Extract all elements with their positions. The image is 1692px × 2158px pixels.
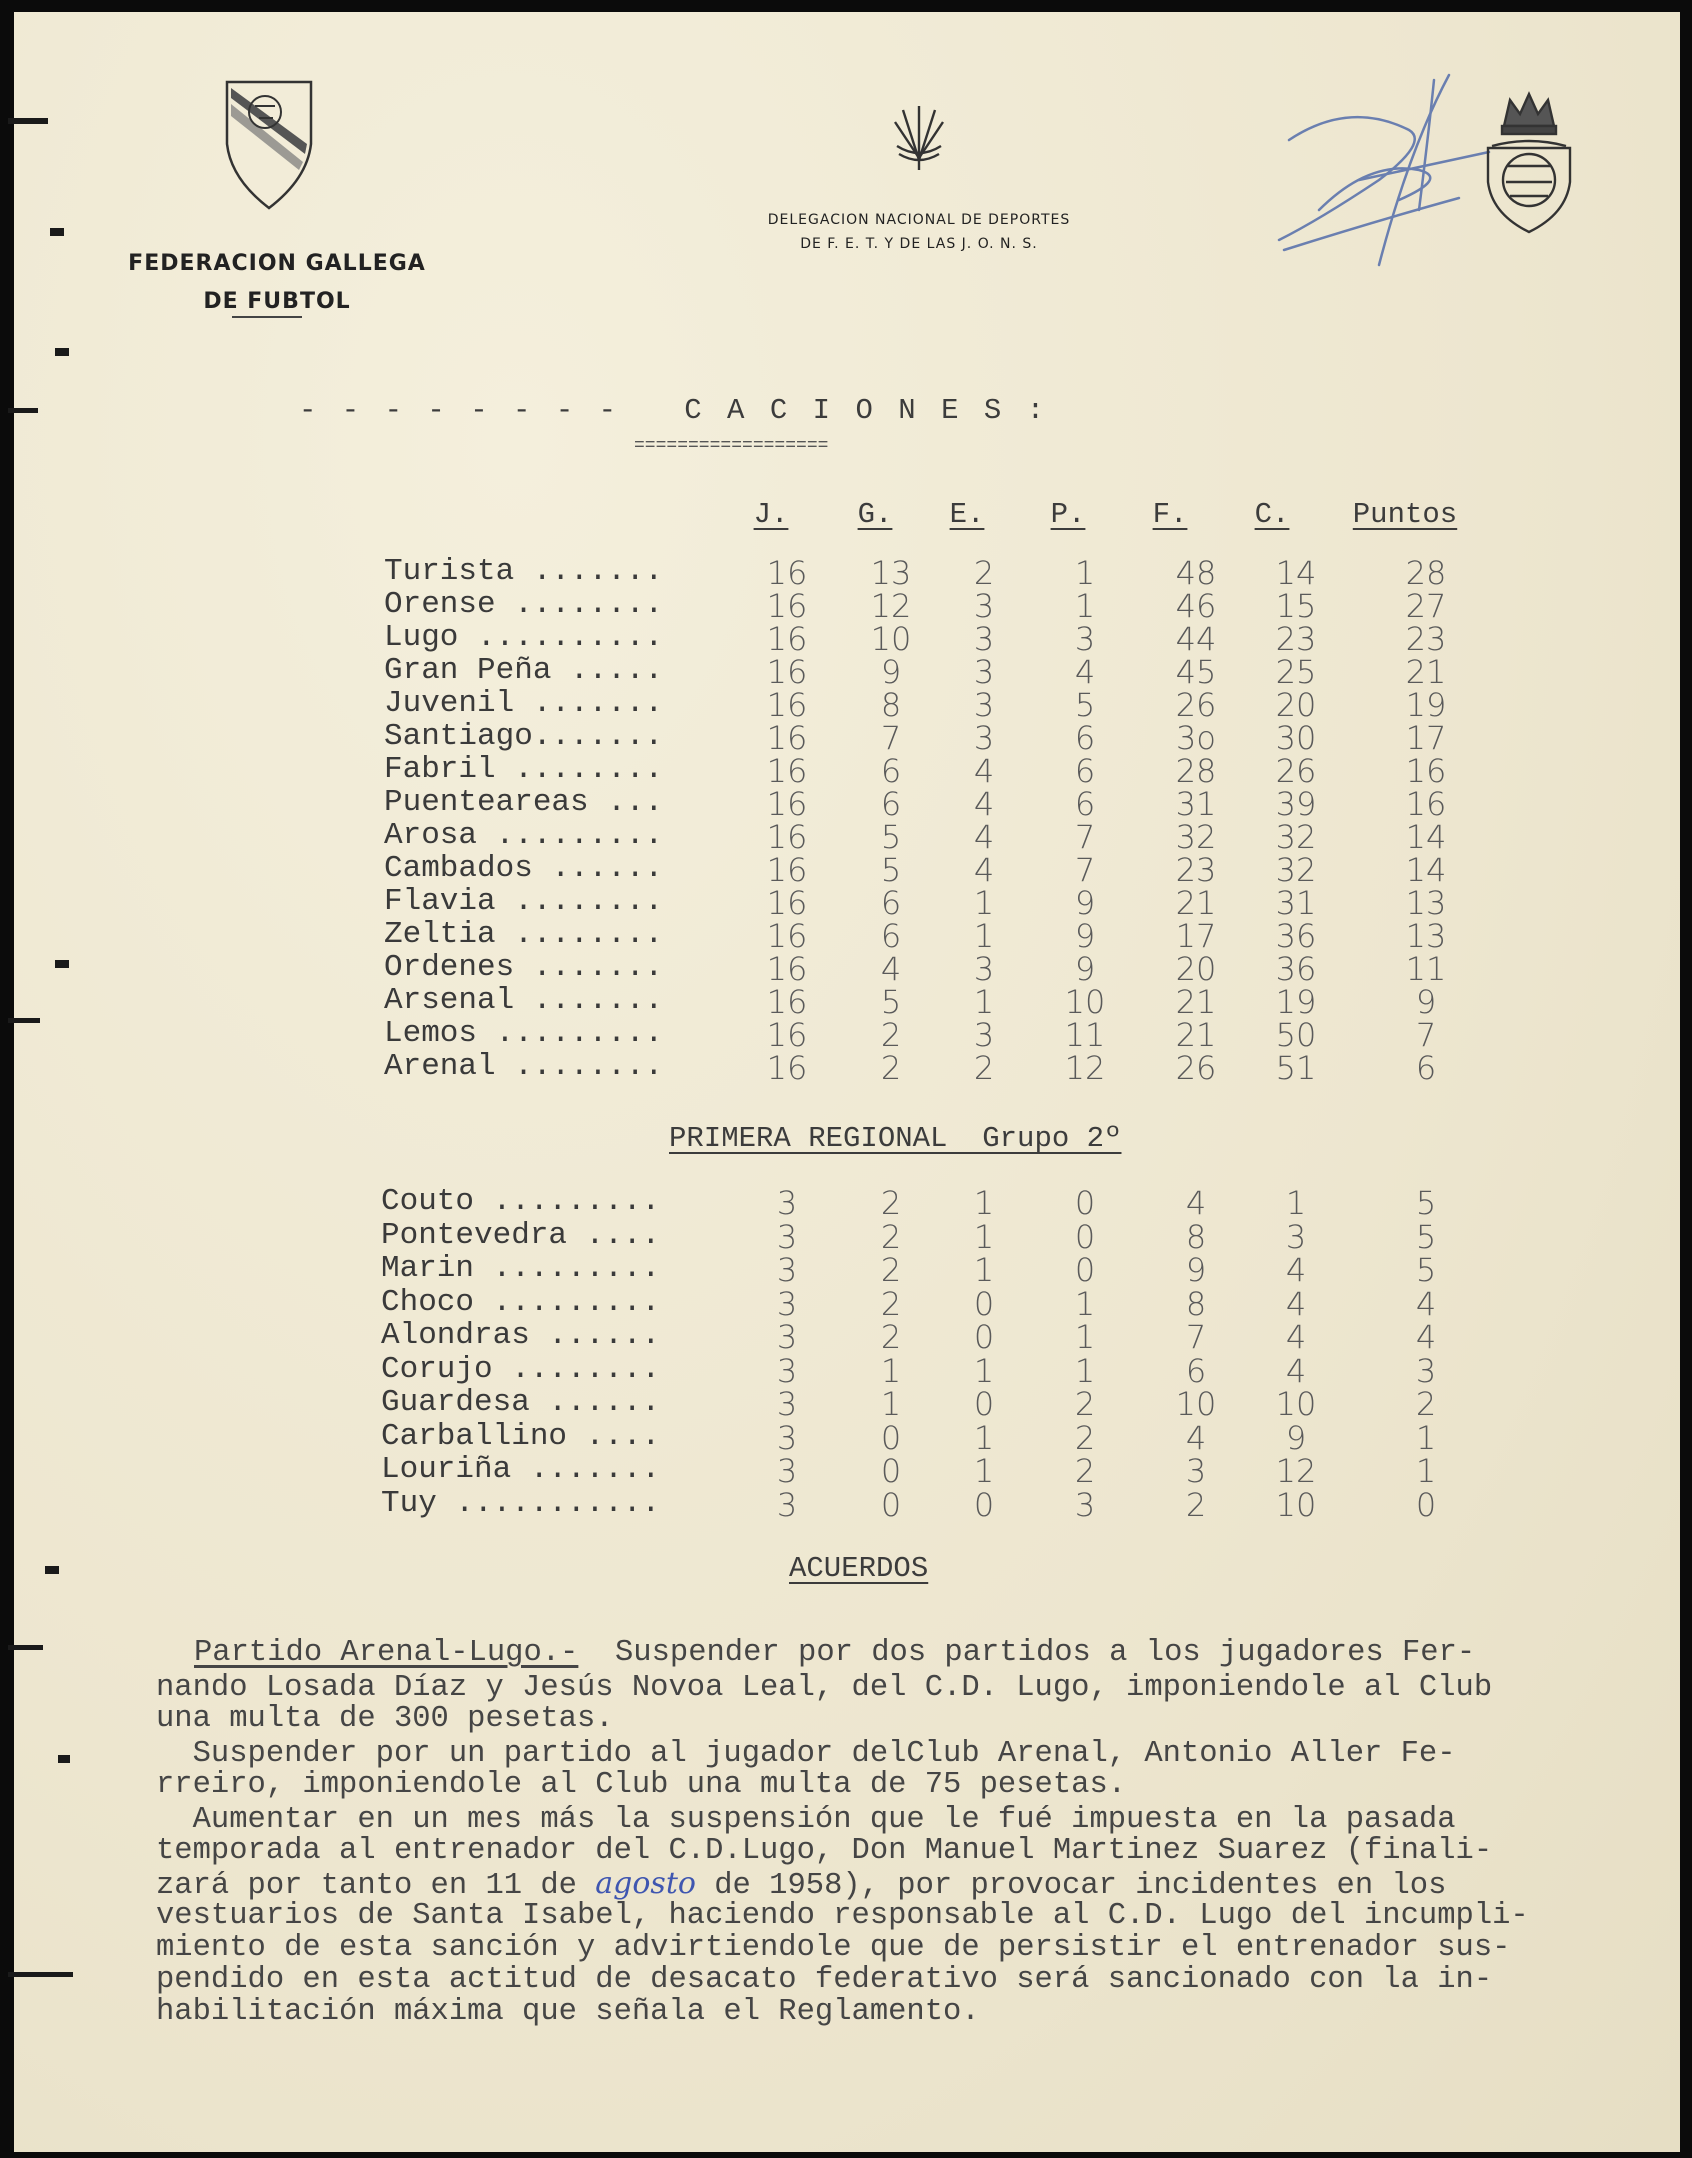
column-header-p: P. xyxy=(1050,498,1086,531)
delegation-line1: DELEGACION NACIONAL DE DEPORTES xyxy=(767,212,1071,228)
stat-cell: 6 xyxy=(880,785,902,823)
acuerdos-line-7: temporada al entrenador del C.D.Lugo, Don Manuel Martinez Suarez (finali- xyxy=(156,1834,1493,1868)
stat-cell: 3 xyxy=(776,1184,798,1222)
stat-cell: 1 xyxy=(1415,1452,1437,1490)
team-name: Arsenal ....... xyxy=(384,983,664,1018)
binder-mark xyxy=(8,1972,73,1977)
stat-cell: 3 xyxy=(973,719,995,757)
stat-cell: 44 xyxy=(1175,620,1217,658)
stat-cell: 0 xyxy=(880,1485,902,1524)
stat-cell: 9 xyxy=(1415,983,1437,1021)
binder-mark xyxy=(55,348,69,356)
stat-cell: 19 xyxy=(1405,686,1447,724)
team-name: Ordenes ....... xyxy=(384,950,664,985)
stat-cell: 3 xyxy=(1074,1485,1096,1524)
stat-cell: 36 xyxy=(1275,950,1317,988)
acuerdos-line-8 xyxy=(156,1866,1447,1903)
stat-cell: 16 xyxy=(766,620,808,658)
column-header-c: C. xyxy=(1254,498,1290,531)
stat-cell: 12 xyxy=(870,587,912,625)
stat-cell: 3 xyxy=(1415,1351,1437,1390)
stat-cell: 31 xyxy=(1175,785,1217,823)
stat-cell: 23 xyxy=(1275,620,1317,658)
acuerdos-line-3: una multa de 300 pesetas. xyxy=(156,1702,614,1736)
team-name: Alondras ...... xyxy=(381,1318,661,1353)
stat-cell: 6 xyxy=(880,917,902,955)
stat-cell: 32 xyxy=(1275,851,1317,889)
stat-cell: 4 xyxy=(1285,1351,1307,1390)
acuerdos-line-11: pendido en esta actitud de desacato federativo será sancionado con la in- xyxy=(156,1963,1493,1997)
stat-cell: 3 xyxy=(973,950,995,988)
binder-mark xyxy=(8,118,48,124)
acuerdos-line-12: habilitación máxima que señala el Reglamento. xyxy=(156,1995,980,2029)
stat-cell: 3 xyxy=(776,1385,798,1423)
stat-cell: 1 xyxy=(973,1418,995,1457)
stat-cell: 11 xyxy=(1064,1016,1106,1054)
stat-cell: 0 xyxy=(973,1318,995,1356)
stat-cell: 1 xyxy=(1074,587,1096,625)
stat-cell: 2 xyxy=(1185,1485,1207,1524)
stat-cell: 19 xyxy=(1275,983,1317,1021)
team-name: Flavia ........ xyxy=(384,884,664,919)
team-name: Zeltia ........ xyxy=(384,917,664,952)
acuerdos-line-8-post: de 1958), por provocar incidentes en los xyxy=(695,1869,1447,1903)
title-double-underline: ================== xyxy=(634,436,829,456)
stat-cell: 7 xyxy=(1185,1318,1207,1356)
stat-cell: 1 xyxy=(973,1184,995,1222)
team-name: Choco ......... xyxy=(381,1284,661,1320)
stat-cell: 0 xyxy=(1074,1184,1096,1222)
stat-cell: 3 xyxy=(776,1284,798,1323)
stat-cell: 14 xyxy=(1405,851,1447,889)
team-name: Corujo ........ xyxy=(381,1351,661,1387)
stat-cell: 21 xyxy=(1175,1016,1217,1054)
stat-cell: 16 xyxy=(766,1016,808,1054)
stat-cell: 4 xyxy=(1285,1284,1307,1323)
stat-cell: 5 xyxy=(880,851,902,889)
stat-cell: 5 xyxy=(880,818,902,856)
stat-cell: 17 xyxy=(1405,719,1447,757)
stat-cell: 2 xyxy=(880,1049,902,1087)
stat-cell: 16 xyxy=(766,884,808,922)
stat-cell: 14 xyxy=(1405,818,1447,856)
stat-cell: 16 xyxy=(766,554,808,592)
stat-cell: 0 xyxy=(973,1385,995,1423)
stat-cell: 5 xyxy=(1074,686,1096,724)
stat-cell: 36 xyxy=(1275,917,1317,955)
stat-cell: 4 xyxy=(1285,1318,1307,1356)
stat-cell: 7 xyxy=(1074,851,1096,889)
stat-cell: 9 xyxy=(1185,1251,1207,1289)
team-name: Lemos ......... xyxy=(384,1016,664,1051)
team-name: Arosa ......... xyxy=(384,818,664,853)
stat-cell: 16 xyxy=(766,818,808,856)
stat-cell: 2 xyxy=(880,1284,902,1323)
stat-cell: 3 xyxy=(973,587,995,625)
acuerdos-line-9: vestuarios de Santa Isabel, haciendo responsable al C.D. Lugo del incumpli- xyxy=(156,1899,1529,1933)
team-name: Carballino .... xyxy=(381,1418,661,1454)
stat-cell: 3 xyxy=(1185,1452,1207,1490)
federation-name xyxy=(112,245,442,321)
stat-cell: 1 xyxy=(973,1452,995,1490)
team-name: Puenteareas ... xyxy=(384,785,664,820)
stat-cell: 3 xyxy=(776,1452,798,1490)
stat-cell: 10 xyxy=(870,620,912,658)
stat-cell: 1 xyxy=(973,884,995,922)
stat-cell: 32 xyxy=(1175,818,1217,856)
stat-cell: 13 xyxy=(870,554,912,592)
stat-cell: 2 xyxy=(880,1217,902,1256)
team-name: Tuy ........... xyxy=(381,1485,661,1521)
stat-cell: 8 xyxy=(1185,1217,1207,1256)
stat-cell: 1 xyxy=(1074,1284,1096,1323)
stat-cell: 0 xyxy=(880,1452,902,1490)
acuerdos-line-8-pre: zará por tanto en 11 de xyxy=(156,1869,596,1903)
stat-cell: 3 xyxy=(776,1485,798,1524)
binder-mark xyxy=(55,960,69,968)
team-name: Marin ......... xyxy=(381,1251,661,1286)
acuerdos-line-10: miento de esta sanción y advirtiendole que de persistir el entrenador sus- xyxy=(156,1931,1511,1965)
binder-mark xyxy=(8,1018,40,1023)
stat-cell: 6 xyxy=(1415,1049,1437,1087)
stat-cell: 4 xyxy=(880,950,902,988)
stat-cell: 1 xyxy=(973,1217,995,1256)
stat-cell: 10 xyxy=(1175,1385,1217,1423)
federation-name-line2: DE FUBTOL xyxy=(203,289,351,314)
stat-cell: 5 xyxy=(880,983,902,1021)
stat-cell: 3 xyxy=(973,686,995,724)
stat-cell: 0 xyxy=(973,1485,995,1524)
stat-cell: 1 xyxy=(1074,554,1096,592)
stat-cell: 7 xyxy=(1074,818,1096,856)
stat-cell: 20 xyxy=(1175,950,1217,988)
stat-cell: 2 xyxy=(880,1184,902,1222)
stat-cell: 9 xyxy=(1074,884,1096,922)
team-name: Guardesa ...... xyxy=(381,1385,661,1420)
team-name: Turista ....... xyxy=(384,554,664,589)
stat-cell: 4 xyxy=(973,818,995,856)
stat-cell: 2 xyxy=(973,1049,995,1087)
stat-cell: 2 xyxy=(1074,1418,1096,1457)
stat-cell: 8 xyxy=(880,686,902,724)
stat-cell: 3 xyxy=(776,1318,798,1356)
stat-cell: 9 xyxy=(1074,917,1096,955)
stat-cell: 1 xyxy=(1074,1351,1096,1390)
stat-cell: 3 xyxy=(973,653,995,691)
acuerdos-line-2: nando Losada Díaz y Jesús Novoa Leal, del C.D. Lugo, imponiendole al Club xyxy=(156,1671,1493,1705)
match-heading: Partido Arenal-Lugo.- xyxy=(194,1636,579,1670)
team-name: Juvenil ....... xyxy=(384,686,664,721)
stat-cell: 23 xyxy=(1405,620,1447,658)
stat-cell: 1 xyxy=(1415,1418,1437,1457)
handwritten-month: agosto xyxy=(595,1866,696,1901)
stat-cell: 2 xyxy=(973,554,995,592)
stat-cell: 6 xyxy=(1074,785,1096,823)
stat-cell: 16 xyxy=(766,653,808,691)
stat-cell: 12 xyxy=(1064,1049,1106,1087)
stat-cell: 28 xyxy=(1175,752,1217,790)
stat-cell: 4 xyxy=(1415,1284,1437,1323)
stat-cell: 26 xyxy=(1175,1049,1217,1087)
stat-cell: 15 xyxy=(1275,587,1317,625)
stat-cell: 3 xyxy=(776,1217,798,1256)
stat-cell: 1 xyxy=(880,1385,902,1423)
stat-cell: 46 xyxy=(1175,587,1217,625)
stat-cell: 6 xyxy=(880,884,902,922)
stat-cell: 12 xyxy=(1275,1452,1317,1490)
stat-cell: 32 xyxy=(1275,818,1317,856)
acuerdos-line-5: rreiro, imponiendole al Club una multa de 75 pesetas. xyxy=(156,1768,1127,1802)
stat-cell: 30 xyxy=(1275,719,1317,757)
stat-cell: 10 xyxy=(1275,1485,1317,1524)
stat-cell: 16 xyxy=(1405,752,1447,790)
stat-cell: 31 xyxy=(1275,884,1317,922)
stat-cell: 3o xyxy=(1176,719,1216,757)
stat-cell: 2 xyxy=(880,1016,902,1054)
team-name: Couto ......... xyxy=(381,1184,661,1219)
stat-cell: 4 xyxy=(1415,1318,1437,1356)
stat-cell: 13 xyxy=(1405,917,1447,955)
stat-cell: 16 xyxy=(766,1049,808,1087)
crown-shield-emblem xyxy=(1474,86,1584,236)
stat-cell: 23 xyxy=(1175,851,1217,889)
stat-cell: 14 xyxy=(1275,554,1317,592)
stat-cell: 3 xyxy=(1074,620,1096,658)
handwritten-signature xyxy=(1259,70,1499,270)
acuerdos-line-4: Suspender por un partido al jugador delClub Arenal, Antonio Aller Fe- xyxy=(156,1737,1456,1771)
stat-cell: 26 xyxy=(1275,752,1317,790)
stat-cell: 51 xyxy=(1275,1049,1317,1087)
team-name: Lugo .......... xyxy=(384,620,664,655)
federation-name-line1: FEDERACION GALLEGA xyxy=(128,251,426,276)
binder-mark xyxy=(45,1566,59,1574)
column-header-j: J. xyxy=(753,498,789,531)
group2-title: PRIMERA REGIONAL Grupo 2º xyxy=(669,1122,1122,1155)
acuerdos-line-6: Aumentar en un mes más la suspensión que le fué impuesta en la pasada xyxy=(156,1803,1456,1837)
binder-mark xyxy=(58,1755,70,1763)
team-name: Arenal ........ xyxy=(384,1049,664,1084)
stat-cell: 2 xyxy=(880,1318,902,1356)
stat-cell: 1 xyxy=(973,1251,995,1289)
stat-cell: 27 xyxy=(1405,587,1447,625)
column-header-e: E. xyxy=(949,498,985,531)
stat-cell: 48 xyxy=(1175,554,1217,592)
stat-cell: 3 xyxy=(776,1351,798,1390)
stat-cell: 9 xyxy=(1285,1418,1307,1457)
page-title: - - - - - - - - C A C I O N E S : xyxy=(299,394,1049,427)
stat-cell: 4 xyxy=(973,752,995,790)
stat-cell: 5 xyxy=(1415,1251,1437,1289)
stat-cell: 16 xyxy=(766,686,808,724)
stat-cell: 45 xyxy=(1175,653,1217,691)
stat-cell: 39 xyxy=(1275,785,1317,823)
stat-cell: 10 xyxy=(1064,983,1106,1021)
stat-cell: 4 xyxy=(1285,1251,1307,1289)
team-name: Pontevedra .... xyxy=(381,1217,661,1253)
stat-cell: 16 xyxy=(766,950,808,988)
stat-cell: 1 xyxy=(973,983,995,1021)
stat-cell: 1 xyxy=(973,1351,995,1390)
stat-cell: 6 xyxy=(1074,752,1096,790)
stat-cell: 20 xyxy=(1275,686,1317,724)
stat-cell: 4 xyxy=(1074,653,1096,691)
stat-cell: 1 xyxy=(973,917,995,955)
acuerdos-line-1 xyxy=(194,1636,1476,1670)
stat-cell: 16 xyxy=(766,785,808,823)
binder-mark xyxy=(8,408,38,413)
stat-cell: 16 xyxy=(766,851,808,889)
stat-cell: 0 xyxy=(973,1284,995,1323)
stat-cell: 9 xyxy=(1074,950,1096,988)
stat-cell: 4 xyxy=(973,785,995,823)
stat-cell: 3 xyxy=(1285,1217,1307,1256)
stat-cell: 16 xyxy=(766,587,808,625)
stat-cell: 3 xyxy=(973,620,995,658)
stat-cell: 21 xyxy=(1405,653,1447,691)
stat-cell: 1 xyxy=(1285,1184,1307,1222)
stat-cell: 2 xyxy=(1415,1385,1437,1423)
stat-cell: 13 xyxy=(1405,884,1447,922)
stat-cell: 4 xyxy=(1185,1184,1207,1222)
stat-cell: 10 xyxy=(1275,1385,1317,1423)
stat-cell: 0 xyxy=(880,1418,902,1457)
federation-rule xyxy=(232,316,302,318)
stat-cell: 9 xyxy=(880,653,902,691)
stat-cell: 8 xyxy=(1185,1284,1207,1323)
stat-cell: 3 xyxy=(973,1016,995,1054)
stat-cell: 21 xyxy=(1175,884,1217,922)
team-name: Cambados ...... xyxy=(384,851,664,886)
delegation-header xyxy=(704,208,1134,256)
stat-cell: 50 xyxy=(1275,1016,1317,1054)
stat-cell: 5 xyxy=(1415,1217,1437,1256)
document-page xyxy=(14,12,1680,2152)
stat-cell: 16 xyxy=(1405,785,1447,823)
stat-cell: 16 xyxy=(766,719,808,757)
federation-shield-emblem xyxy=(219,74,319,214)
stat-cell: 16 xyxy=(766,917,808,955)
delegation-line2: DE F. E. T. Y DE LAS J. O. N. S. xyxy=(800,236,1038,252)
stat-cell: 7 xyxy=(1415,1016,1437,1054)
stat-cell: 16 xyxy=(766,752,808,790)
stat-cell: 2 xyxy=(1074,1385,1096,1423)
stat-cell: 28 xyxy=(1405,554,1447,592)
stat-cell: 4 xyxy=(973,851,995,889)
stat-cell: 6 xyxy=(1185,1351,1207,1390)
stat-cell: 0 xyxy=(1415,1485,1437,1524)
column-header-f: F. xyxy=(1152,498,1188,531)
stat-cell: 17 xyxy=(1175,917,1217,955)
stat-cell: 2 xyxy=(1074,1452,1096,1490)
stat-cell: 16 xyxy=(766,983,808,1021)
acuerdos-title: ACUERDOS xyxy=(789,1552,929,1585)
stat-cell: 7 xyxy=(880,719,902,757)
team-name: Louriña ....... xyxy=(381,1452,661,1487)
stat-cell: 11 xyxy=(1405,950,1447,988)
stat-cell: 3 xyxy=(776,1251,798,1289)
binder-mark xyxy=(8,1645,43,1650)
team-name: Orense ........ xyxy=(384,587,664,622)
team-name: Gran Peña ..... xyxy=(384,653,664,688)
stat-cell: 1 xyxy=(1074,1318,1096,1356)
stat-cell: 4 xyxy=(1185,1418,1207,1457)
stat-cell: 3 xyxy=(776,1418,798,1457)
yoke-arrows-emblem xyxy=(889,100,949,180)
binder-mark xyxy=(50,228,64,236)
column-header-g: G. xyxy=(857,498,893,531)
team-name: Santiago....... xyxy=(384,719,664,754)
stat-cell: 0 xyxy=(1074,1217,1096,1256)
stat-cell: 5 xyxy=(1415,1184,1437,1222)
stat-cell: 6 xyxy=(880,752,902,790)
stat-cell: 26 xyxy=(1175,686,1217,724)
stat-cell: 6 xyxy=(1074,719,1096,757)
column-header-puntos: Puntos xyxy=(1352,498,1458,531)
stat-cell: 0 xyxy=(1074,1251,1096,1289)
stat-cell: 1 xyxy=(880,1351,902,1390)
stat-cell: 2 xyxy=(880,1251,902,1289)
stat-cell: 25 xyxy=(1275,653,1317,691)
team-name: Fabril ........ xyxy=(384,752,664,787)
stat-cell: 21 xyxy=(1175,983,1217,1021)
acuerdos-line-1-text: Suspender por dos partidos a los jugadores Fer- xyxy=(578,1636,1476,1670)
